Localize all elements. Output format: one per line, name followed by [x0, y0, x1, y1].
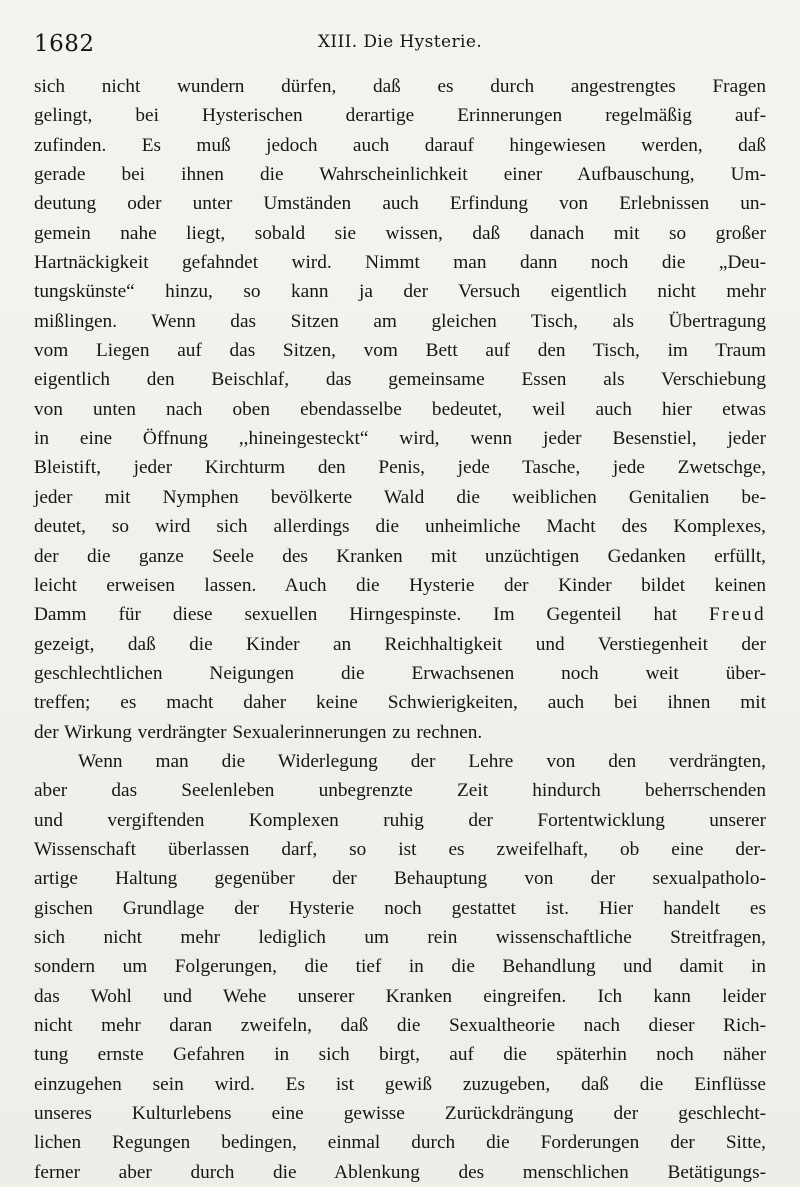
text-line: gelingt, bei Hysterischen derartige Erinnerungen regelmäßig auf- — [34, 105, 766, 127]
text-line: geschlechtlichen Neigungen die Erwachsenen noch weit über- — [34, 662, 766, 684]
text-line: das Wohl und Wehe unserer Kranken eingreifen. Ich kann leider — [34, 985, 766, 1007]
text-line: jeder mit Nymphen bevölkerte Wald die weiblichen Genitalien be- — [34, 486, 766, 508]
text-line: tungskünste“ hinzu, so kann ja der Versuch eigentlich nicht mehr — [34, 281, 766, 303]
text-line: gemein nahe liegt, sobald sie wissen, daß danach mit so großer — [34, 222, 766, 244]
text-line: mißlingen. Wenn das Sitzen am gleichen Tisch, als Übertragung — [34, 310, 766, 332]
text-line: gischen Grundlage der Hysterie noch gestattet ist. Hier handelt es — [34, 897, 766, 919]
author-name-spaced: Freud — [709, 604, 766, 626]
page-number: 1682 — [34, 31, 95, 57]
text-line: der die ganze Seele des Kranken mit unzüchtigen Gedanken erfüllt, — [34, 545, 766, 567]
text-line: tung ernste Gefahren in sich birgt, auf die späterhin noch näher — [34, 1044, 766, 1066]
text-line: aber das Seelenleben unbegrenzte Zeit hindurch beherrschenden — [34, 780, 766, 802]
text-line-part: Damm für diese sexuellen Hirngespinste. Im Gegenteil hat — [34, 604, 710, 626]
text-line: deutet, so wird sich allerdings die unheimliche Macht des Komplexes, — [34, 516, 766, 538]
text-line: artige Haltung gegenüber der Behauptung von der sexualpatholo- — [34, 868, 766, 890]
text-line: deutung oder unter Umständen auch Erfindung von Erlebnissen un- — [34, 193, 766, 215]
text-line: sich nicht wundern dürfen, daß es durch angestrengtes Fragen — [34, 76, 766, 97]
text-line: der Wirkung verdrängter Sexualerinnerungen zu rechnen. — [34, 721, 483, 743]
text-line: unseres Kulturlebens eine gewisse Zurückdrängung der geschlecht- — [34, 1103, 766, 1125]
text-line: nicht mehr daran zweifeln, daß die Sexualtheorie nach dieser Rich- — [34, 1015, 766, 1036]
text-line: Wissenschaft überlassen darf, so ist es zweifelhaft, ob eine der- — [34, 838, 766, 860]
text-line: eigentlich den Beischlaf, das gemeinsame Essen als Verschiebung — [34, 369, 766, 391]
text-line: und vergiftenden Komplexen ruhig der Fortentwicklung unserer — [34, 809, 766, 831]
text-line: von unten nach oben ebendasselbe bedeutet, weil auch hier etwas — [34, 398, 766, 420]
text-line: sich nicht mehr lediglich um rein wissenschaftliche Streitfragen, — [34, 926, 766, 948]
text-line: gerade bei ihnen die Wahrscheinlichkeit einer Aufbauschung, Um- — [34, 164, 766, 186]
text-line: vom Liegen auf das Sitzen, vom Bett auf den Tisch, im Traum — [34, 340, 766, 362]
text-line-with-name — [34, 600, 766, 629]
running-head: XIII. Die Hysterie. — [317, 32, 483, 52]
text-line: gezeigt, daß die Kinder an Reichhaltigkeit und Verstiegenheit der — [34, 633, 766, 655]
text-line: in eine Öffnung ,,hineingesteckt“ wird, wenn jeder Besenstiel, jeder — [34, 428, 766, 450]
text-line: einzugehen sein wird. Es ist gewiß zuzugeben, daß die Einflüsse — [34, 1073, 766, 1095]
text-line: lichen Regungen bedingen, einmal durch die Forderungen der Sitte, — [34, 1132, 766, 1154]
body-text — [34, 72, 766, 1187]
text-line: Wenn man die Widerlegung der Lehre von den verdrängten, — [78, 750, 766, 772]
text-line: ferner aber durch die Ablenkung des menschlichen Betätigungs- — [34, 1161, 766, 1183]
text-line: Hartnäckigkeit gefahndet wird. Nimmt man dann noch die „Deu- — [34, 252, 766, 274]
page-header — [34, 26, 766, 64]
text-line: treffen; es macht daher keine Schwierigkeiten, auch bei ihnen mit — [34, 692, 766, 714]
text-line: leicht erweisen lassen. Auch die Hysterie der Kinder bildet keinen — [34, 574, 766, 596]
text-line: Bleistift, jeder Kirchturm den Penis, jede Tasche, jede Zwetschge, — [34, 457, 766, 479]
text-line: sondern um Folgerungen, die tief in die Behandlung und damit in — [34, 956, 766, 978]
text-line: zufinden. Es muß jedoch auch darauf hingewiesen werden, daß — [34, 134, 766, 156]
